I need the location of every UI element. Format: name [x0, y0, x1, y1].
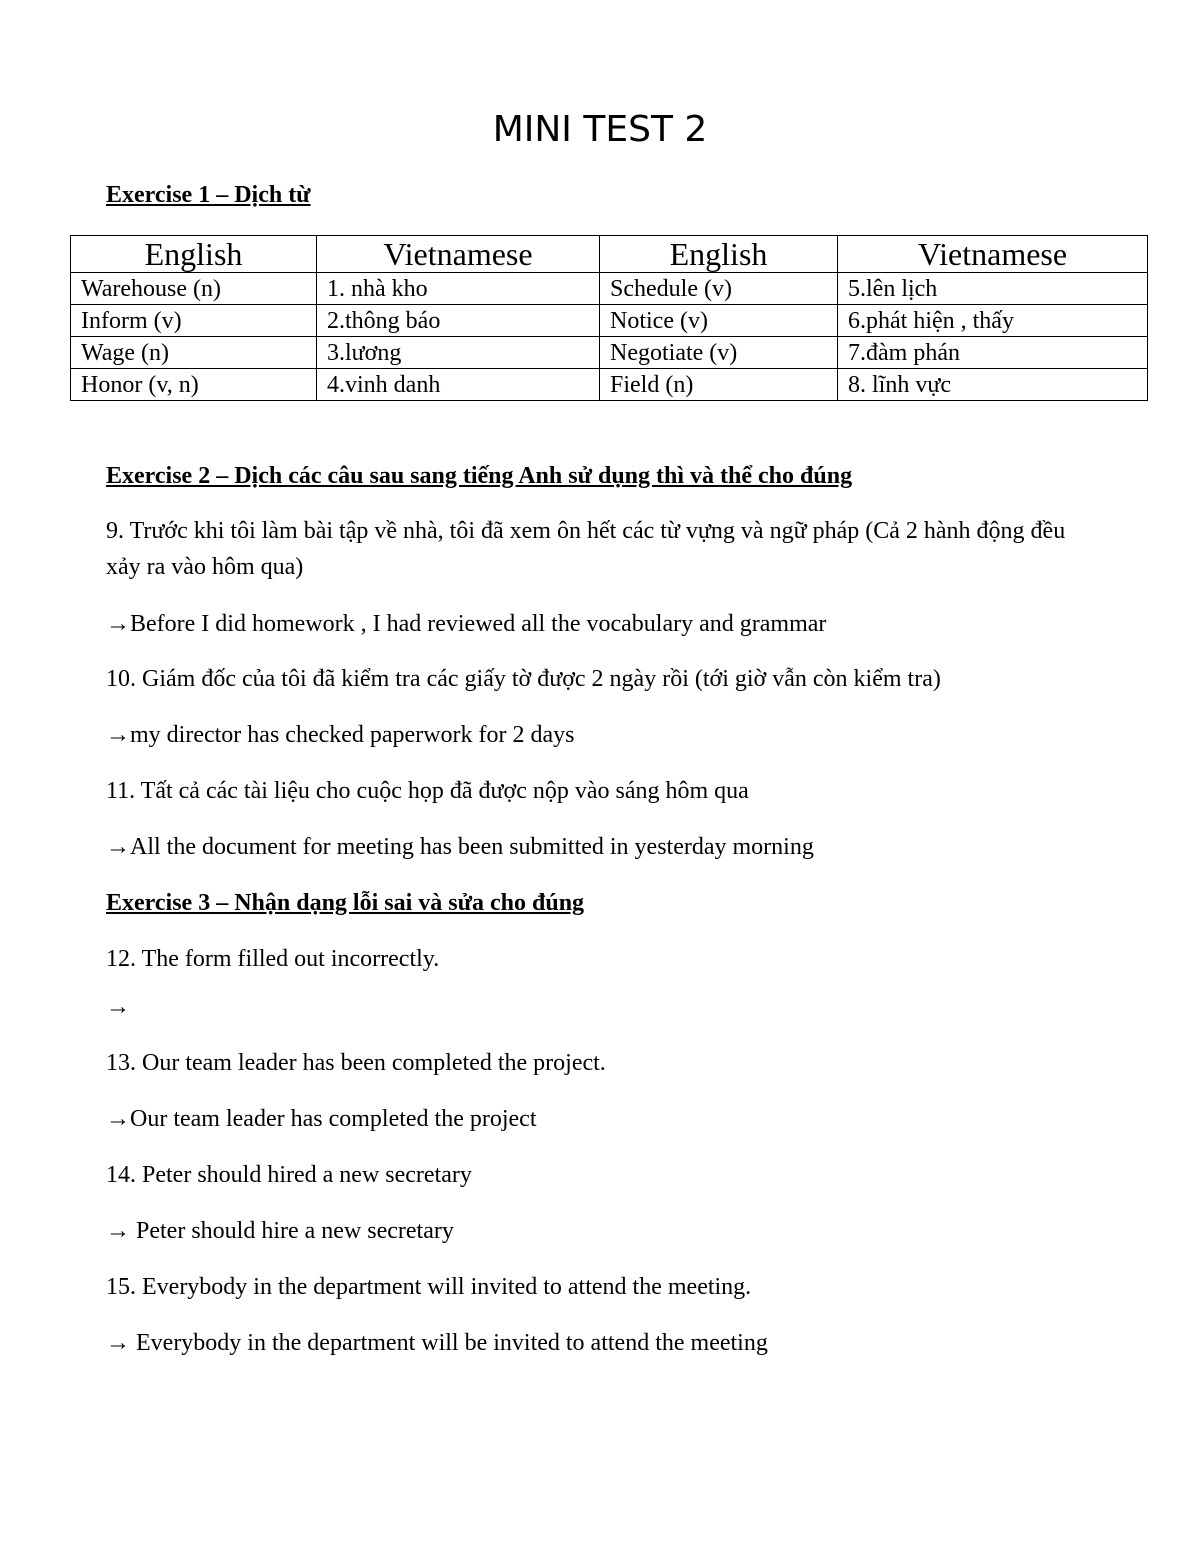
table-row [71, 337, 1148, 369]
table-cell: 6.phát hiện , thấy [838, 305, 1148, 337]
table-cell: 1. nhà kho [317, 273, 600, 305]
table-header-row [71, 236, 1148, 273]
question-11: 11. Tất cả các tài liệu cho cuộc họp đã được nộp vào sáng hôm qua [106, 778, 749, 804]
question-10: 10. Giám đốc của tôi đã kiểm tra các giấy tờ được 2 ngày rồi (tới giờ vẫn còn kiểm tra) [106, 666, 941, 692]
column-header-english: English [71, 236, 317, 273]
question-14: 14. Peter should hired a new secretary [106, 1162, 472, 1188]
answer-11: →All the document for meeting has been submitted in yesterday morning [106, 834, 814, 860]
table-cell: Notice (v) [600, 305, 838, 337]
exercise-2-heading: Exercise 2 – Dịch các câu sau sang tiếng Anh sử dụng thì và thể cho đúng [106, 463, 853, 489]
table-cell: 4.vinh danh [317, 369, 600, 401]
exercise-1-heading: Exercise 1 – Dịch từ [106, 182, 311, 208]
answer-14: → Peter should hire a new secretary [106, 1218, 454, 1244]
vocabulary-table [70, 235, 1148, 401]
column-header-vietnamese: Vietnamese [838, 236, 1148, 273]
table-cell: Field (n) [600, 369, 838, 401]
column-header-english: English [600, 236, 838, 273]
question-15: 15. Everybody in the department will invited to attend the meeting. [106, 1274, 752, 1300]
exercise-3-heading: Exercise 3 – Nhận dạng lỗi sai và sửa cho đúng [106, 890, 585, 916]
answer-15: → Everybody in the department will be invited to attend the meeting [106, 1330, 768, 1356]
table-cell: Honor (v, n) [71, 369, 317, 401]
answer-9: →Before I did homework , I had reviewed all the vocabulary and grammar [106, 611, 827, 637]
answer-13: →Our team leader has completed the project [106, 1106, 537, 1132]
table-cell: Negotiate (v) [600, 337, 838, 369]
table-cell: 5.lên lịch [838, 273, 1148, 305]
question-13: 13. Our team leader has been completed the project. [106, 1050, 606, 1076]
table-row [71, 369, 1148, 401]
question-12: 12. The form filled out incorrectly. [106, 946, 440, 972]
table-cell: 2.thông báo [317, 305, 600, 337]
question-9: 9. Trước khi tôi làm bài tập về nhà, tôi đã xem ôn hết các từ vựng và ngữ pháp (Cả 2 hành động đều xảy ra vào hôm qua) [106, 518, 1066, 580]
table-row [71, 305, 1148, 337]
table-cell: Wage (n) [71, 337, 317, 369]
column-header-vietnamese: Vietnamese [317, 236, 600, 273]
answer-10: →my director has checked paperwork for 2 days [106, 722, 575, 748]
table-cell: 3.lương [317, 337, 600, 369]
table-row [71, 273, 1148, 305]
table-cell: 7.đàm phán [838, 337, 1148, 369]
table-cell: Schedule (v) [600, 273, 838, 305]
table-cell: 8. lĩnh vực [838, 369, 1148, 401]
page-title: MINI TEST 2 [492, 109, 708, 150]
table-cell: Inform (v) [71, 305, 317, 337]
answer-12: → [106, 994, 130, 1020]
table-cell: Warehouse (n) [71, 273, 317, 305]
